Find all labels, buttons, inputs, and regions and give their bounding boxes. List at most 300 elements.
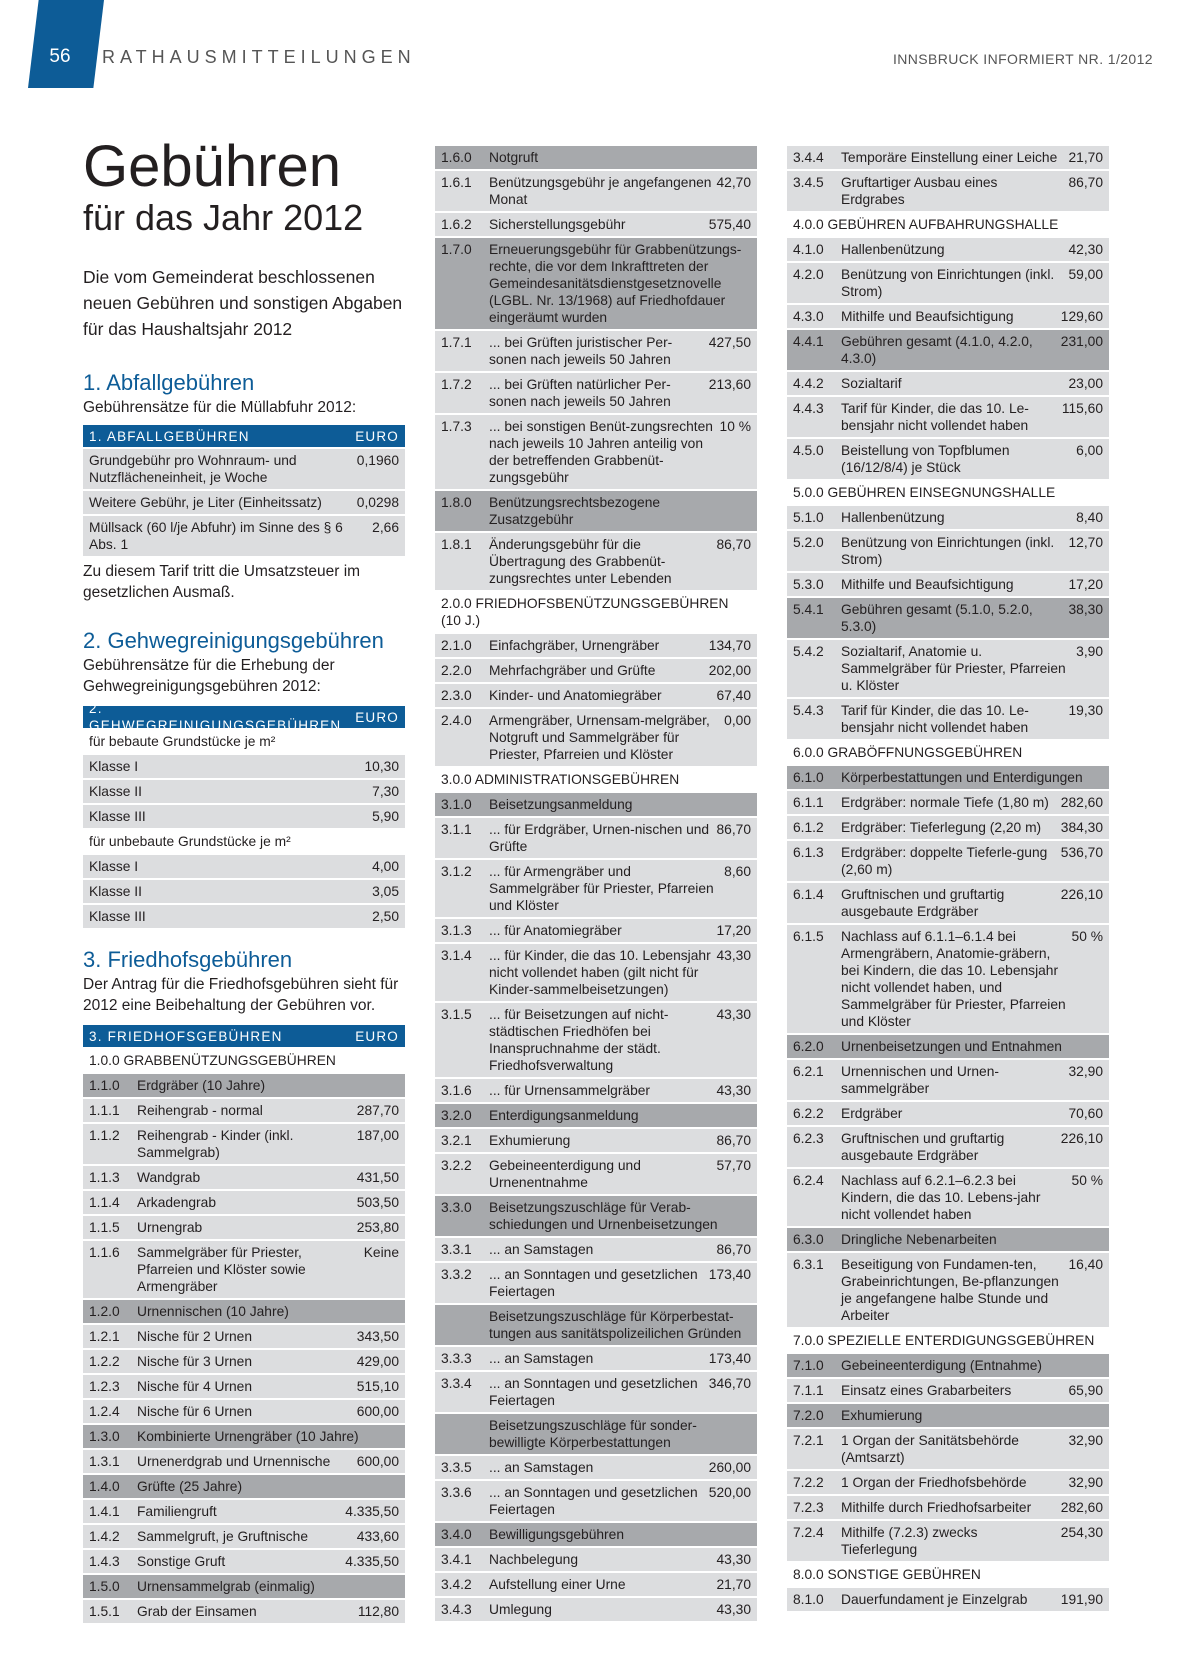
table-row	[83, 805, 405, 828]
row-code: 1.2.3	[89, 1379, 120, 1394]
row-code: 6.2.1	[793, 1064, 824, 1079]
page-number: 56	[49, 46, 71, 67]
row-code: 6.3.0	[793, 1232, 824, 1247]
row-value: 70,60	[1068, 1106, 1103, 1121]
row-value: 43,30	[716, 948, 751, 963]
issue-label: INNSBRUCK INFORMIERT NR. 1/2012	[892, 51, 1153, 67]
table-row	[83, 1099, 405, 1122]
row-code: 1.1.6	[89, 1245, 120, 1260]
row-code: 3.4.4	[793, 150, 824, 165]
row-code: 1.7.3	[441, 419, 472, 434]
row-code: 1.7.1	[441, 335, 472, 350]
row-value: 254,30	[1060, 1525, 1103, 1540]
row-value: 4.335,50	[345, 1554, 399, 1569]
table-row	[787, 741, 1109, 764]
table-row	[83, 1400, 405, 1423]
row-label: 1 Organ der Friedhofsbehörde	[841, 1475, 1027, 1490]
row-value: 287,70	[356, 1103, 399, 1118]
table-row	[787, 1060, 1109, 1100]
table-row	[83, 1550, 405, 1573]
row-label: für bebaute Grundstücke je m²	[89, 734, 276, 749]
table-row	[83, 730, 405, 753]
row-value: 32,90	[1068, 1064, 1103, 1079]
row-label: ... an Sonntagen und gesetzlichen Feiertagen	[489, 1485, 698, 1517]
table-row	[435, 1372, 757, 1412]
table-row	[83, 1600, 405, 1623]
table-row	[435, 1456, 757, 1479]
section-label: 6.0.0 GRABÖFFNUNGSGEBÜHREN	[793, 745, 1023, 760]
table-row	[435, 1347, 757, 1370]
row-code: 3.3.5	[441, 1460, 472, 1475]
row-label: Müllsack (60 l/je Abfuhr) im Sinne des § 6 Abs. 1	[89, 520, 343, 552]
friedhof-heading: 3. Friedhofsgebühren	[83, 947, 293, 972]
row-code: 6.1.3	[793, 845, 824, 860]
row-code: 1.2.4	[89, 1404, 120, 1419]
row-code: 1.7.0	[441, 242, 472, 257]
row-label: Nachlass auf 6.2.1–6.2.3 bei Kindern, die das 10. Lebens-jahr nicht vollendet haben	[841, 1173, 1041, 1222]
row-code: 7.2.1	[793, 1433, 824, 1448]
row-label: Klasse I	[89, 759, 139, 774]
table-row	[435, 684, 757, 707]
table-row	[435, 1414, 757, 1454]
row-code: 7.2.4	[793, 1525, 824, 1540]
row-label: Nische für 2 Urnen	[137, 1329, 253, 1344]
row-value: 515,10	[356, 1379, 399, 1394]
row-label: ... bei Grüften natürlicher Per-sonen nach jeweils 50 Jahren	[489, 377, 671, 409]
table-row	[83, 1216, 405, 1239]
table-row	[83, 780, 405, 803]
page-title: Gebühren	[83, 134, 341, 199]
row-code: 1.2.0	[89, 1304, 120, 1319]
row-label: ... für Beisetzungen auf nicht-städtischen Friedhöfen bei Inanspruchnahme der städt. Friedhofsverwaltung	[489, 1007, 669, 1073]
row-label: ... für Kinder, die das 10. Lebensjahr nicht vollendet haben (gilt nicht für Kinder-sammelbeisetzungen)	[489, 948, 711, 997]
abfall-table	[83, 425, 405, 558]
gehweg-lead: Gebührensätze für die Erhebung der Gehwegreinigungsgebühren 2012:	[83, 657, 335, 695]
row-label: Gebühren gesamt (4.1.0, 4.2.0, 4.3.0)	[841, 334, 1033, 366]
table-row	[83, 1475, 405, 1498]
row-value: 226,10	[1060, 1131, 1103, 1146]
table-row	[83, 830, 405, 853]
table-row	[787, 1471, 1109, 1494]
table-row	[787, 146, 1109, 169]
table-row	[83, 1166, 405, 1189]
row-value: 50 %	[1071, 929, 1103, 944]
table-row	[787, 1354, 1109, 1377]
row-label: ... an Samstagen	[489, 1242, 594, 1257]
table-row	[787, 816, 1109, 839]
table-row	[787, 330, 1109, 370]
row-label: Arkadengrab	[137, 1195, 217, 1210]
row-value: 21,70	[1068, 150, 1103, 165]
section-label: 8.0.0 SONSTIGE GEBÜHREN	[793, 1567, 981, 1582]
table-row	[435, 1154, 757, 1194]
row-label: Sozialtarif, Anatomie u. Sammelgräber für Priester, Pfarreien u. Klöster	[841, 644, 1066, 693]
row-label: Benützungsgebühr je angefangenen Monat	[489, 175, 712, 207]
row-code: 3.3.4	[441, 1376, 472, 1391]
table-row	[83, 1525, 405, 1548]
table-row	[787, 598, 1109, 638]
row-label: Mehrfachgräber und Grüfte	[489, 663, 656, 678]
row-label: Erdgräber	[841, 1106, 903, 1121]
row-label: Nische für 3 Urnen	[137, 1354, 253, 1369]
row-value: 23,00	[1068, 376, 1103, 391]
row-label: Urnennischen (10 Jahre)	[137, 1304, 289, 1319]
row-code: 3.2.1	[441, 1133, 472, 1148]
row-value: 600,00	[356, 1404, 399, 1419]
row-label: Kinder- und Anatomiegräber	[489, 688, 662, 703]
row-value: 253,80	[356, 1220, 399, 1235]
row-code: 5.3.0	[793, 577, 824, 592]
row-code: 7.1.1	[793, 1383, 824, 1398]
row-code: 1.1.5	[89, 1220, 120, 1235]
table-row	[787, 1429, 1109, 1469]
table-row	[83, 1074, 405, 1097]
row-label: ... für Anatomiegräber	[489, 923, 622, 938]
row-value: 12,70	[1068, 535, 1103, 550]
table-row	[83, 516, 405, 556]
friedhof-table-col1	[83, 1025, 405, 1625]
row-value: 8,40	[1076, 510, 1103, 525]
table-row	[435, 1598, 757, 1621]
row-code: 3.1.0	[441, 797, 472, 812]
table-row	[787, 1228, 1109, 1251]
row-code: 7.2.0	[793, 1408, 824, 1423]
row-code: 4.4.2	[793, 376, 824, 391]
row-label: Einsatz eines Grabarbeiters	[841, 1383, 1012, 1398]
row-label: Exhumierung	[489, 1133, 571, 1148]
row-label: Temporäre Einstellung einer Leiche	[841, 150, 1058, 165]
row-value: 5,90	[372, 809, 399, 824]
row-label: Gruftnischen und gruftartig ausgebaute Erdgräber	[841, 1131, 1005, 1163]
row-code: 1.5.1	[89, 1604, 120, 1619]
row-value: 226,10	[1060, 887, 1103, 902]
row-label: Wandgrab	[137, 1170, 201, 1185]
table-row	[435, 1523, 757, 1546]
table-row	[435, 709, 757, 766]
row-code: 3.1.1	[441, 822, 472, 837]
row-value: 503,50	[356, 1195, 399, 1210]
row-code: 2.4.0	[441, 713, 472, 728]
row-label: Dringliche Nebenarbeiten	[841, 1232, 997, 1247]
section-label: 7.0.0 SPEZIELLE ENTERDIGUNGSGEBÜHREN	[793, 1333, 1095, 1348]
row-value: 431,50	[356, 1170, 399, 1185]
row-code: 6.2.4	[793, 1173, 824, 1188]
abfall-heading: 1. Abfallgebühren	[83, 370, 255, 395]
row-code: 7.2.2	[793, 1475, 824, 1490]
table-row	[435, 860, 757, 917]
row-label: Mithilfe (7.2.3) zwecks Tieferlegung	[841, 1525, 978, 1557]
row-code: 4.5.0	[793, 443, 824, 458]
table-row	[435, 1548, 757, 1571]
row-code: 1.4.1	[89, 1504, 120, 1519]
abfall-note: Zu diesem Tarif tritt die Umsatzsteuer im gesetzlichen Ausmaß.	[83, 563, 361, 601]
row-code: 1.3.0	[89, 1429, 120, 1444]
row-code: 5.4.3	[793, 703, 824, 718]
row-code: 6.2.0	[793, 1039, 824, 1054]
table-row	[435, 1104, 757, 1127]
row-code: 3.2.2	[441, 1158, 472, 1173]
row-code: 3.1.5	[441, 1007, 472, 1022]
table-row	[435, 1481, 757, 1521]
table-row	[787, 573, 1109, 596]
table-row	[787, 1404, 1109, 1427]
abfall-table-currency: EURO	[355, 428, 399, 444]
row-code: 5.2.0	[793, 535, 824, 550]
row-code: 6.1.0	[793, 770, 824, 785]
row-label: Erdgräber: Tieferlegung (2,20 m)	[841, 820, 1042, 835]
row-label: Umlegung	[489, 1602, 552, 1617]
table-row	[787, 766, 1109, 789]
row-code: 3.4.1	[441, 1552, 472, 1567]
table-row	[787, 171, 1109, 211]
friedhof-table-col3	[787, 146, 1109, 1613]
row-value: 191,90	[1060, 1592, 1103, 1607]
row-value: 536,70	[1060, 845, 1103, 860]
table-row	[787, 1102, 1109, 1125]
row-value: 50 %	[1071, 1173, 1103, 1188]
table-row	[787, 925, 1109, 1033]
table-row	[787, 531, 1109, 571]
row-label: Mithilfe und Beaufsichtigung	[841, 577, 1014, 592]
table-row	[787, 791, 1109, 814]
row-value: 17,20	[1068, 577, 1103, 592]
section-label: 3.0.0 ADMINISTRATIONSGEBÜHREN	[441, 772, 680, 787]
row-code: 1.1.0	[89, 1078, 120, 1093]
row-value: 115,60	[1061, 401, 1103, 416]
table-row	[435, 1263, 757, 1303]
row-code: 6.1.5	[793, 929, 824, 944]
table-row	[435, 1238, 757, 1261]
row-label: ... an Samstagen	[489, 1351, 594, 1366]
row-value: 384,30	[1060, 820, 1103, 835]
table-row	[83, 1191, 405, 1214]
row-value: 2,50	[372, 909, 399, 924]
row-label: Tarif für Kinder, die das 10. Le-bensjahr nicht vollendet haben	[841, 703, 1029, 735]
table-row	[787, 305, 1109, 328]
row-label: Exhumierung	[841, 1408, 923, 1423]
row-label: Nachbelegung	[489, 1552, 578, 1567]
row-label: ... für Urnensammelgräber	[489, 1083, 651, 1098]
row-label: Beisetzungsanmeldung	[489, 797, 633, 812]
row-code: 1.4.3	[89, 1554, 120, 1569]
row-code: 1.6.0	[441, 150, 472, 165]
table-row	[435, 818, 757, 858]
row-label: Gruftnischen und gruftartig ausgebaute Erdgräber	[841, 887, 1005, 919]
table-row	[83, 1450, 405, 1473]
row-label: Klasse III	[89, 809, 146, 824]
row-code: 1.4.2	[89, 1529, 120, 1544]
row-code: 3.4.0	[441, 1527, 472, 1542]
row-value: 3,05	[372, 884, 399, 899]
row-code: 1.1.2	[89, 1128, 120, 1143]
row-label: Urnennischen und Urnen-sammelgräber	[841, 1064, 999, 1096]
row-code: 7.1.0	[793, 1358, 824, 1373]
table-row	[435, 213, 757, 236]
page-subtitle: für das Jahr 2012	[83, 197, 364, 238]
row-value: 17,20	[716, 923, 751, 938]
table-row	[787, 883, 1109, 923]
row-code: 6.1.4	[793, 887, 824, 902]
row-label: Enterdigungsanmeldung	[489, 1108, 639, 1123]
row-label: Bewilligungsgebühren	[489, 1527, 624, 1542]
row-code: 1.8.0	[441, 495, 472, 510]
table-row	[787, 1588, 1109, 1611]
row-code: 3.4.2	[441, 1577, 472, 1592]
row-code: 1.5.0	[89, 1579, 120, 1594]
row-value: 213,60	[708, 377, 751, 392]
section-label: RATHAUSMITTEILUNGEN	[102, 47, 416, 67]
gehweg-heading: 2. Gehwegreinigungsgebühren	[83, 628, 384, 653]
table-row	[83, 1300, 405, 1323]
row-value: 0,00	[724, 713, 751, 728]
table-row	[787, 1379, 1109, 1402]
row-value: 129,60	[1060, 309, 1103, 324]
table-row	[435, 1079, 757, 1102]
gehweg-table-header	[83, 701, 405, 733]
table-row	[435, 1003, 757, 1077]
table-row	[787, 699, 1109, 739]
row-value: 86,70	[716, 537, 751, 552]
row-value: 59,00	[1068, 267, 1103, 282]
row-label: Tarif für Kinder, die das 10. Le-bensjahr nicht vollendet haben	[841, 401, 1029, 433]
row-label: Erneuerungsgebühr für Grabbenützungs-rechte, die vor dem Inkrafttreten der Gemeindesanitätsdienstgesetznovelle (LGBL. Nr. 13/1968) auf Friedhofdauer eingeräumt wurden	[489, 242, 742, 325]
row-code: 6.1.2	[793, 820, 824, 835]
table-row	[787, 439, 1109, 479]
row-code: 2.2.0	[441, 663, 472, 678]
row-label: Aufstellung einer Urne	[489, 1577, 626, 1592]
row-value: 0,1960	[356, 453, 399, 468]
row-label: Gebühren gesamt (5.1.0, 5.2.0, 5.3.0)	[841, 602, 1033, 634]
table-row	[435, 1573, 757, 1596]
row-value: 282,60	[1060, 1500, 1103, 1515]
row-code: 7.2.3	[793, 1500, 824, 1515]
row-value: 8,60	[724, 864, 751, 879]
row-value: 65,90	[1068, 1383, 1103, 1398]
gehweg-table	[83, 701, 405, 930]
friedhof-table-col2	[435, 146, 757, 1623]
table-row	[787, 397, 1109, 437]
table-row	[787, 1035, 1109, 1058]
row-label: Familiengruft	[137, 1504, 217, 1519]
row-code: 4.1.0	[793, 242, 824, 257]
row-label: 1 Organ der Sanitätsbehörde (Amtsarzt)	[841, 1433, 1019, 1465]
row-value: 86,70	[716, 1242, 751, 1257]
row-code: 4.2.0	[793, 267, 824, 282]
table-row	[435, 373, 757, 413]
row-value: 173,40	[708, 1351, 751, 1366]
table-row	[435, 1196, 757, 1236]
row-label: ... an Sonntagen und gesetzlichen Feiertagen	[489, 1267, 698, 1299]
row-value: 575,40	[708, 217, 751, 232]
row-code: 1.8.1	[441, 537, 472, 552]
row-code: 3.4.3	[441, 1602, 472, 1617]
row-value: 86,70	[1068, 175, 1103, 190]
table-row	[83, 491, 405, 514]
friedhof-table-title: 3. FRIEDHOFSGEBÜHREN	[89, 1028, 283, 1044]
row-code: 6.2.3	[793, 1131, 824, 1146]
row-code: 2.3.0	[441, 688, 472, 703]
row-label: Grab der Einsamen	[137, 1604, 257, 1619]
row-value: 4.335,50	[345, 1504, 399, 1519]
row-code: 3.1.4	[441, 948, 472, 963]
row-code: 3.3.1	[441, 1242, 472, 1257]
row-value: 42,70	[716, 175, 751, 190]
row-value: 19,30	[1068, 703, 1103, 718]
row-label: Urnensammelgrab (einmalig)	[137, 1579, 315, 1594]
row-code: 5.1.0	[793, 510, 824, 525]
row-label: Benützung von Einrichtungen (inkl. Strom)	[841, 535, 1055, 567]
table-row	[787, 506, 1109, 529]
row-label: Erdgräber: normale Tiefe (1,80 m)	[841, 795, 1049, 810]
section-label: 2.0.0 FRIEDHOFSBENÜTZUNGSGEBÜHREN (10 J.)	[441, 596, 729, 628]
row-code: 1.3.1	[89, 1454, 120, 1469]
row-label: Sicherstellungsgebühr	[489, 217, 626, 232]
row-code: 3.1.3	[441, 923, 472, 938]
row-value: 202,00	[708, 663, 751, 678]
table-row	[435, 634, 757, 657]
row-label: Gebeineenterdigung (Entnahme)	[841, 1358, 1042, 1373]
row-label: Sonstige Gruft	[137, 1554, 226, 1569]
row-code: 4.4.3	[793, 401, 824, 416]
row-label: Notgruft	[489, 150, 539, 165]
row-value: 86,70	[716, 822, 751, 837]
row-code: 1.1.1	[89, 1103, 120, 1118]
row-value: Keine	[363, 1245, 399, 1260]
row-value: 43,30	[716, 1083, 751, 1098]
row-code: 3.2.0	[441, 1108, 472, 1123]
row-code: 3.4.5	[793, 175, 824, 190]
row-code: 4.4.1	[793, 334, 824, 349]
row-code: 2.1.0	[441, 638, 472, 653]
row-label: Grundgebühr pro Wohnraum- und Nutzflächeneinheit, je Woche	[89, 453, 297, 485]
row-code: 8.1.0	[793, 1592, 824, 1607]
intro-text: Die vom Gemeinderat beschlossenen neuen Gebühren und sonstigen Abgaben für das Haushaltsjahr 2012	[83, 267, 403, 339]
row-value: 32,90	[1068, 1475, 1103, 1490]
row-label: Nische für 4 Urnen	[137, 1379, 253, 1394]
row-value: 260,00	[708, 1460, 751, 1475]
table-row	[787, 372, 1109, 395]
row-code: 1.1.4	[89, 1195, 120, 1210]
row-code: 3.1.2	[441, 864, 472, 879]
row-value: 67,40	[716, 688, 751, 703]
row-label: Nachlass auf 6.1.1–6.1.4 bei Armengräbern, Anatomie-gräbern, bei Kindern, die das 10. Lebensjahr nicht vollendet haben, und Sammelgräber für Priester, Pfarreien und Klöster	[841, 929, 1066, 1029]
row-value: 21,70	[716, 1577, 751, 1592]
abfall-table-header	[83, 425, 405, 447]
table-row	[435, 793, 757, 816]
row-code: 3.3.6	[441, 1485, 472, 1500]
page-number-tab	[28, 0, 104, 88]
row-label: Klasse II	[89, 784, 142, 799]
row-label: Kombinierte Urnengräber (10 Jahre)	[137, 1429, 359, 1444]
row-code: 1.2.1	[89, 1329, 120, 1344]
row-label: Erdgräber (10 Jahre)	[137, 1078, 266, 1093]
row-label: Reihengrab - Kinder (inkl. Sammelgrab)	[137, 1128, 294, 1160]
table-row	[787, 1329, 1109, 1352]
table-row	[83, 1425, 405, 1448]
row-value: 43,30	[716, 1602, 751, 1617]
row-label: Klasse II	[89, 884, 142, 899]
gehweg-table-currency: EURO	[355, 709, 399, 725]
table-row	[83, 755, 405, 778]
row-code: 3.1.6	[441, 1083, 472, 1098]
table-row	[435, 768, 757, 791]
table-row	[787, 1563, 1109, 1586]
row-code: 3.3.2	[441, 1267, 472, 1282]
row-label: ... bei Grüften juristischer Per-sonen nach jeweils 50 Jahren	[489, 335, 673, 367]
row-label: Benützungsrechtsbezogene Zusatzgebühr	[489, 495, 661, 527]
friedhof-table-header	[83, 1025, 405, 1047]
row-label: Reihengrab - normal	[137, 1103, 263, 1118]
